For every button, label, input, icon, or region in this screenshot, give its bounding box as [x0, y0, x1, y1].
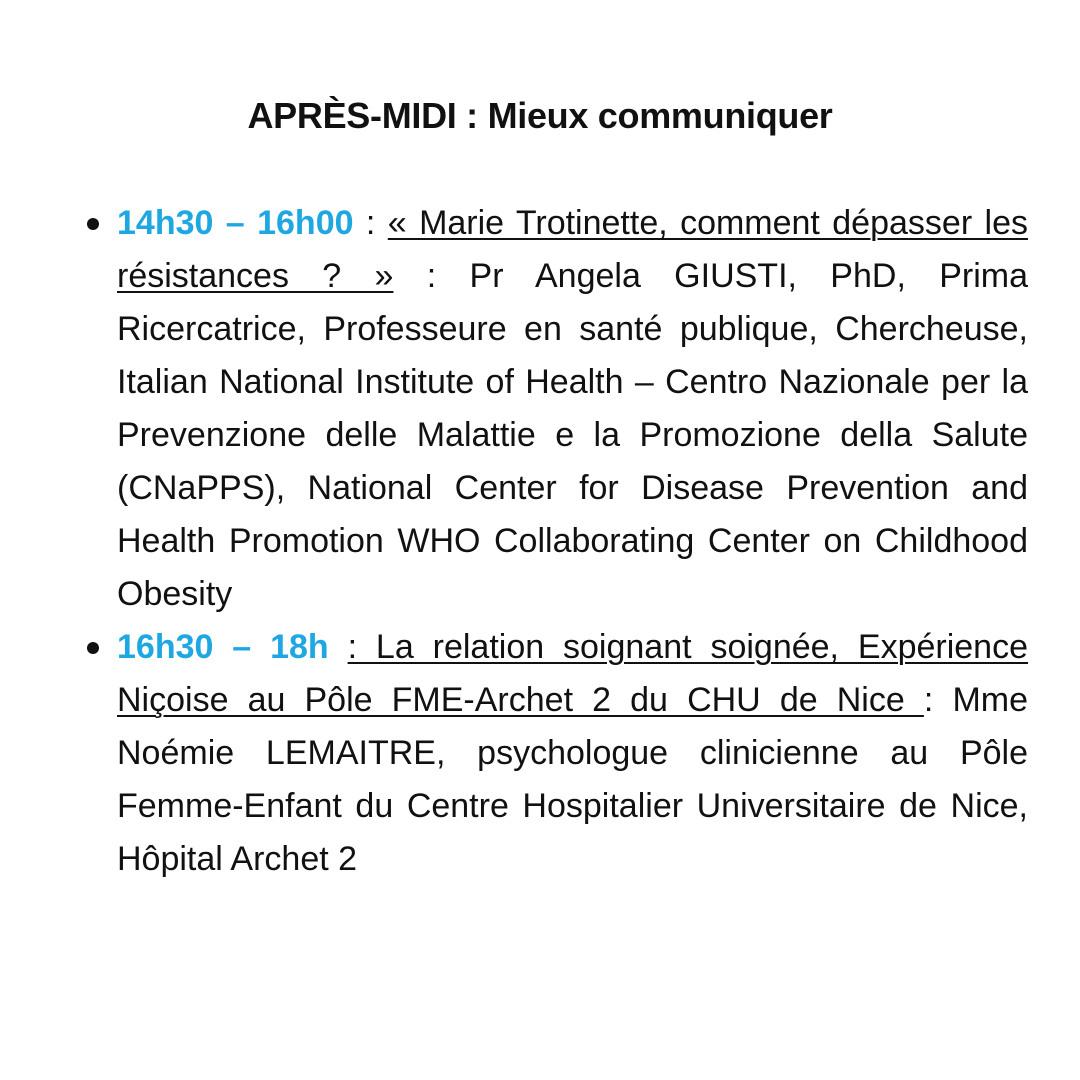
bullet-icon [87, 218, 99, 230]
page-title: APRÈS-MIDI : Mieux communiquer [247, 95, 833, 136]
speaker-info: : Mme Noémie LEMAITRE, psychologue clinicienne au Pôle Femme-Enfant du Centre Hospitalier Universitaire de Nice, Hôpital Archet 2 [117, 681, 1028, 878]
bullet-icon [87, 642, 99, 654]
session-time: 16h30 – 18h [117, 628, 329, 666]
speaker-info: : Pr Angela GIUSTI, PhD, Prima Ricercatrice, Professeure en santé publique, Chercheuse, Italian National Institute of Health – Centro Nazionale per la Prevenzione delle Malattie e la Promozione della Salute (CNaPPS), National Center for Disease Prevention and Health Promotion WHO Collaborating Center on Childhood Obesity [117, 257, 1028, 613]
session-time: 14h30 – 16h00 [117, 204, 354, 242]
agenda-list [117, 197, 1028, 886]
agenda-item [117, 197, 1028, 621]
agenda-item [117, 621, 1028, 886]
talk-title: : La relation soignant soignée, Expérience Niçoise au Pôle FME-Archet 2 du CHU de Nice [117, 628, 1028, 719]
separator [329, 628, 348, 666]
talk-title: « Marie Trotinette, comment dépasser les résistances ? » [117, 204, 1029, 295]
separator: : [353, 204, 388, 242]
